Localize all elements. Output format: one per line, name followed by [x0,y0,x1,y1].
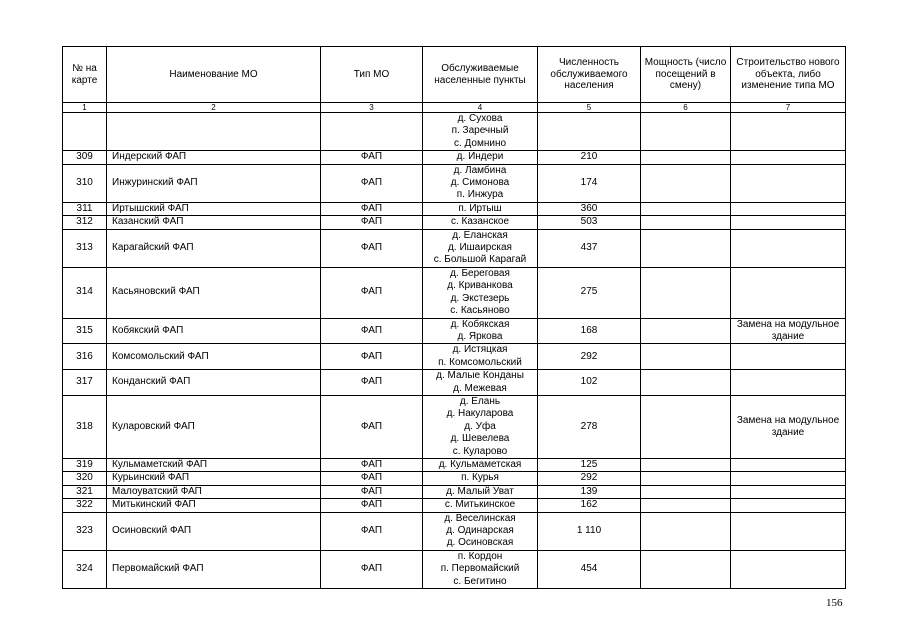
population-cell: 174 [538,164,641,202]
row-number-cell: 316 [63,344,107,370]
capacity-cell [641,202,731,215]
facility-type-cell: ФАП [321,344,423,370]
served-place: п. Комсомольский [438,356,522,368]
capacity-cell [641,550,731,588]
served-places-cell [423,229,538,267]
population-cell: 1 110 [538,512,641,550]
facility-name-cell: Куларовский ФАП [107,395,321,458]
facility-name-cell: Первомайский ФАП [107,550,321,588]
served-place: д. Кульмаметская [438,458,522,470]
served-place: д. Истяцкая [452,344,508,356]
table-row [63,395,846,458]
construction-note-cell [731,370,846,396]
served-places-cell [423,395,538,458]
population-cell: 292 [538,472,641,485]
served-place: с. Митькинское [444,499,516,511]
table-body [63,113,846,589]
capacity-cell [641,395,731,458]
table-row [63,267,846,318]
capacity-cell [641,229,731,267]
header-cell: Тип МО [321,47,423,103]
population-cell: 275 [538,267,641,318]
column-number: 6 [641,103,731,113]
construction-note-cell [731,472,846,485]
construction-note-cell [731,164,846,202]
served-place: д. Еланская [452,229,508,241]
facility-name-cell: Иртышский ФАП [107,202,321,215]
facility-name-cell: Курьинский ФАП [107,472,321,485]
served-place: д. Малые Конданы [436,370,524,382]
row-number-cell: 309 [63,151,107,164]
served-places-cell [423,267,538,318]
facility-type-cell: ФАП [321,318,423,344]
served-places-cell [423,472,538,485]
column-number: 1 [63,103,107,113]
facility-type-cell: ФАП [321,202,423,215]
served-place: д. Криванкова [447,280,513,292]
capacity-cell [641,499,731,512]
facility-type-cell: ФАП [321,512,423,550]
row-number-cell: 320 [63,472,107,485]
facility-type-cell: ФАП [321,485,423,498]
served-place: д. Индери [456,151,504,163]
facility-name-cell: Малоуватский ФАП [107,485,321,498]
capacity-cell [641,164,731,202]
capacity-cell [641,485,731,498]
served-place: д. Береговая [450,267,510,279]
row-number-cell: 313 [63,229,107,267]
row-number-cell: 324 [63,550,107,588]
page-number: 156 [826,597,843,609]
served-place: с. Куларово [452,445,508,457]
header-cell: Обслуживаемые населенные пункты [423,47,538,103]
facility-type-cell [321,113,423,151]
construction-note-cell [731,216,846,229]
facility-type-cell: ФАП [321,472,423,485]
table-row [63,499,846,512]
table-row [63,458,846,471]
served-places-cell [423,344,538,370]
column-number-row [63,103,846,113]
construction-note-cell: Замена на модульное здание [731,395,846,458]
construction-note-cell [731,113,846,151]
served-place: д. Ишаирская [448,242,512,254]
served-place: д. Шевелева [450,433,510,445]
served-place: с. Касьяново [450,305,510,317]
construction-note-cell: Замена на модульное здание [731,318,846,344]
table-row [63,370,846,396]
population-cell: 139 [538,485,641,498]
table-row [63,229,846,267]
population-cell: 210 [538,151,641,164]
construction-note-cell [731,229,846,267]
construction-note-cell [731,202,846,215]
served-place: с. Бегитино [453,575,507,587]
population-cell: 125 [538,458,641,471]
row-number-cell: 314 [63,267,107,318]
population-cell: 454 [538,550,641,588]
capacity-cell [641,512,731,550]
served-places-cell [423,216,538,229]
construction-note-cell [731,151,846,164]
served-place: д. Межевая [453,382,507,394]
population-cell: 168 [538,318,641,344]
facility-name-cell: Казанский ФАП [107,216,321,229]
served-place: д. Малый Уват [446,485,514,497]
facility-name-cell: Карагайский ФАП [107,229,321,267]
table-row [63,202,846,215]
capacity-cell [641,151,731,164]
served-place: п. Инжура [456,189,504,201]
facility-name-cell: Осиновский ФАП [107,512,321,550]
column-number: 3 [321,103,423,113]
served-place: с. Большой Карагай [433,254,527,266]
capacity-cell [641,318,731,344]
row-number-cell: 317 [63,370,107,396]
served-place: п. Курья [461,472,499,484]
facility-type-cell: ФАП [321,216,423,229]
population-cell: 292 [538,344,641,370]
row-number-cell: 318 [63,395,107,458]
facility-name-cell: Конданский ФАП [107,370,321,396]
facility-name-cell: Касьяновский ФАП [107,267,321,318]
population-cell: 503 [538,216,641,229]
facility-type-cell: ФАП [321,370,423,396]
row-number-cell: 315 [63,318,107,344]
column-number: 7 [731,103,846,113]
served-place: д. Симонова [450,177,510,189]
facility-name-cell [107,113,321,151]
facility-type-cell: ФАП [321,229,423,267]
served-places-cell [423,499,538,512]
construction-note-cell [731,344,846,370]
construction-note-cell [731,485,846,498]
population-cell: 102 [538,370,641,396]
capacity-cell [641,113,731,151]
facility-name-cell: Митькинский ФАП [107,499,321,512]
served-place: с. Домнино [453,137,507,149]
table-row [63,472,846,485]
served-place: д. Уфа [464,420,496,432]
served-places-cell [423,485,538,498]
served-place: д. Одинарская [446,525,514,536]
table-row [63,318,846,344]
population-cell: 278 [538,395,641,458]
capacity-cell [641,267,731,318]
header-cell: № на карте [63,47,107,103]
row-number-cell: 310 [63,164,107,202]
served-places-cell [423,458,538,471]
capacity-cell [641,472,731,485]
facility-name-cell: Инжуринский ФАП [107,164,321,202]
served-places-cell [423,164,538,202]
row-number-cell: 322 [63,499,107,512]
table-row [63,550,846,588]
table-row [63,164,846,202]
row-number-cell: 311 [63,202,107,215]
population-cell [538,113,641,151]
served-place: д. Осиновская [446,537,514,549]
column-number: 2 [107,103,321,113]
served-place: д. Веселинская [444,512,516,524]
facility-type-cell: ФАП [321,151,423,164]
served-places-cell [423,151,538,164]
capacity-cell [641,370,731,396]
served-place: п. Заречный [451,125,509,137]
header-cell: Мощность (число посещений в смену) [641,47,731,103]
served-place: д. Экстезерь [450,292,510,304]
header-cell: Численность обслуживаемого населения [538,47,641,103]
served-places-cell [423,550,538,588]
header-row [63,47,846,103]
served-places-cell [423,113,538,151]
capacity-cell [641,344,731,370]
facility-name-cell: Кульмаметский ФАП [107,458,321,471]
construction-note-cell [731,499,846,512]
row-number-cell [63,113,107,151]
served-places-cell [423,512,538,550]
facility-type-cell: ФАП [321,164,423,202]
facility-type-cell: ФАП [321,267,423,318]
served-places-cell [423,202,538,215]
population-cell: 360 [538,202,641,215]
construction-note-cell [731,267,846,318]
table-row [63,216,846,229]
facility-type-cell: ФАП [321,458,423,471]
served-place: п. Кордон [457,550,503,562]
facility-name-cell: Кобякский ФАП [107,318,321,344]
served-places-cell [423,318,538,344]
row-number-cell: 323 [63,512,107,550]
served-place: д. Ламбина [453,164,507,176]
row-number-cell: 312 [63,216,107,229]
facility-name-cell: Индерский ФАП [107,151,321,164]
table-row [63,151,846,164]
facilities-table [62,46,846,589]
served-place: п. Первомайский [440,563,520,575]
header-cell: Наименование МО [107,47,321,103]
served-place: д. Кобякская [450,318,510,330]
capacity-cell [641,458,731,471]
column-number: 4 [423,103,538,113]
served-place: д. Накуларова [446,408,514,420]
row-number-cell: 321 [63,485,107,498]
facility-type-cell: ФАП [321,395,423,458]
header-cell: Строительство нового объекта, либо изменение типа МО [731,47,846,103]
construction-note-cell [731,458,846,471]
served-place: д. Яркова [457,330,503,342]
population-cell: 437 [538,229,641,267]
served-place: д. Елань [459,395,501,407]
facility-type-cell: ФАП [321,499,423,512]
capacity-cell [641,216,731,229]
column-number: 5 [538,103,641,113]
population-cell: 162 [538,499,641,512]
served-place: п. Иртыш [458,202,502,214]
served-place: с. Казанское [450,216,510,228]
table-row [63,512,846,550]
row-number-cell: 319 [63,458,107,471]
table-row [63,485,846,498]
construction-note-cell [731,512,846,550]
facility-type-cell: ФАП [321,550,423,588]
served-place: д. Сухова [457,113,503,124]
table-row [63,344,846,370]
construction-note-cell [731,550,846,588]
table-row [63,113,846,151]
facility-name-cell: Комсомольский ФАП [107,344,321,370]
served-places-cell [423,370,538,396]
